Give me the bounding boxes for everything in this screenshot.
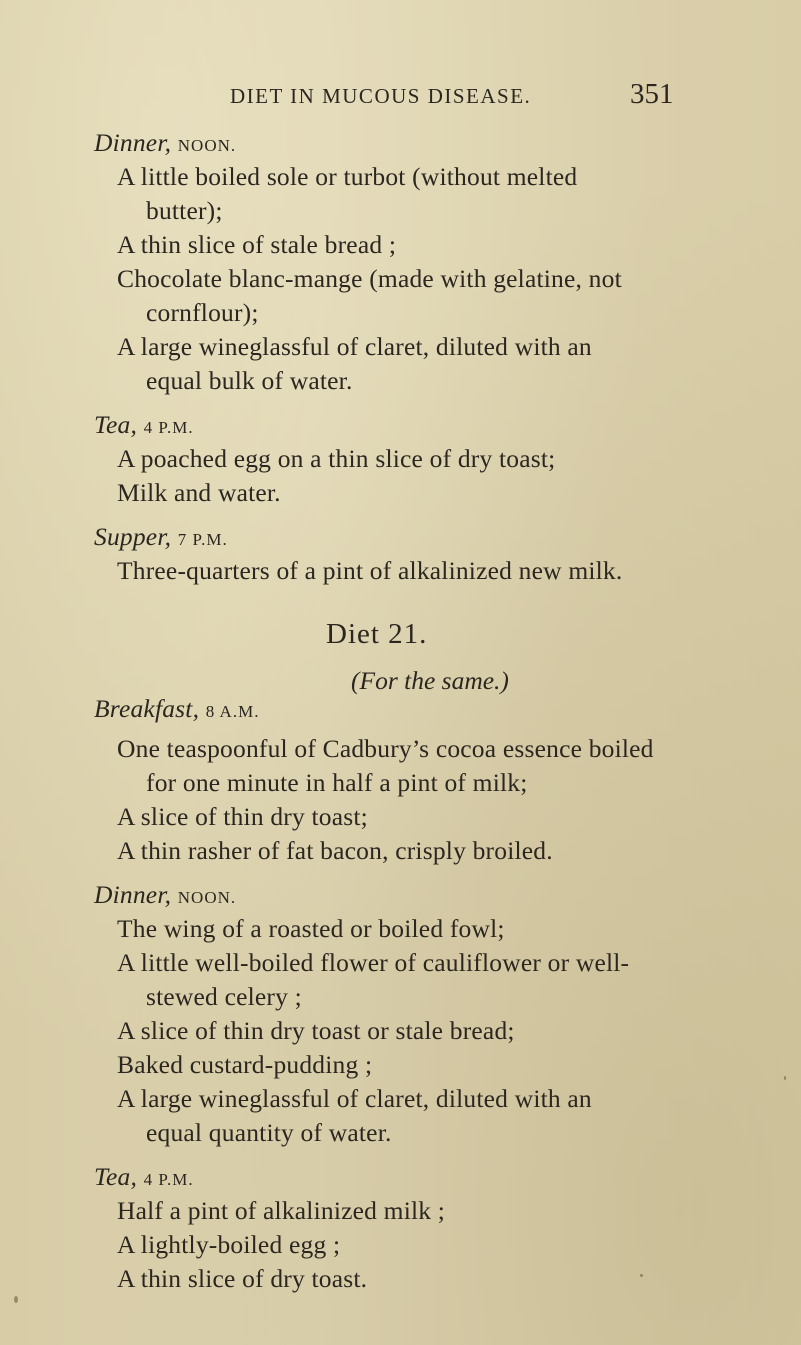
meal-time: NOON. [177, 136, 237, 155]
meal-heading [94, 880, 236, 913]
text-line: Chocolate blanc-mange (made with gelatine, not [117, 264, 622, 293]
meal-name: Dinner, [94, 880, 172, 909]
text-line: equal bulk of water. [146, 366, 353, 395]
diet-title: Diet 21. [326, 618, 428, 650]
text-line: A little boiled sole or turbot (without melted [117, 162, 578, 191]
meal-name: Supper, [94, 522, 172, 551]
meal-heading [94, 522, 228, 555]
text-line: A slice of thin dry toast; [117, 802, 368, 831]
running-title: DIET IN MUCOUS DISEASE. [230, 84, 532, 108]
text-line: A thin slice of dry toast. [117, 1264, 368, 1293]
meal-heading [94, 694, 259, 727]
meal-time: 4 P.M. [143, 1170, 194, 1189]
paper-speck [14, 1296, 18, 1303]
diet-subtitle: (For the same.) [351, 666, 509, 695]
meal-heading [94, 1162, 194, 1195]
text-line: A slice of thin dry toast or stale bread; [117, 1016, 515, 1045]
text-line: for one minute in half a pint of milk; [146, 768, 528, 797]
meal-time: 8 A.M. [205, 702, 260, 721]
text-line: A poached egg on a thin slice of dry toast; [117, 444, 556, 473]
paper-speck [784, 1076, 786, 1080]
text-line: butter); [146, 196, 223, 225]
text-line: cornflour); [146, 298, 259, 327]
page-number: 351 [630, 78, 674, 110]
text-line: The wing of a roasted or boiled fowl; [117, 914, 505, 943]
text-line: Three-quarters of a pint of alkalinized new milk. [117, 556, 623, 585]
meal-time: NOON. [177, 888, 237, 907]
meal-time: 4 P.M. [143, 418, 194, 437]
page-header [0, 78, 801, 118]
text-line: A large wineglassful of claret, diluted with an [117, 332, 592, 361]
text-line: A lightly-boiled egg ; [117, 1230, 341, 1259]
paper-speck [640, 1274, 643, 1277]
text-line: stewed celery ; [146, 982, 302, 1011]
text-line: A thin slice of stale bread ; [117, 230, 397, 259]
meal-time: 7 P.M. [177, 530, 228, 549]
meal-heading [94, 128, 236, 161]
text-line: equal quantity of water. [146, 1118, 392, 1147]
meal-name: Dinner, [94, 128, 172, 157]
meal-name: Breakfast, [94, 694, 200, 723]
text-line: One teaspoonful of Cadbury’s cocoa essence boiled [117, 734, 654, 763]
text-line: Half a pint of alkalinized milk ; [117, 1196, 446, 1225]
text-line: Milk and water. [117, 478, 281, 507]
text-line: A large wineglassful of claret, diluted with an [117, 1084, 592, 1113]
text-line: A thin rasher of fat bacon, crisply broiled. [117, 836, 553, 865]
meal-name: Tea, [94, 410, 138, 439]
text-line: A little well-boiled flower of cauliflower or well- [117, 948, 630, 977]
meal-name: Tea, [94, 1162, 138, 1191]
meal-heading [94, 410, 194, 443]
text-line: Baked custard-pudding ; [117, 1050, 373, 1079]
